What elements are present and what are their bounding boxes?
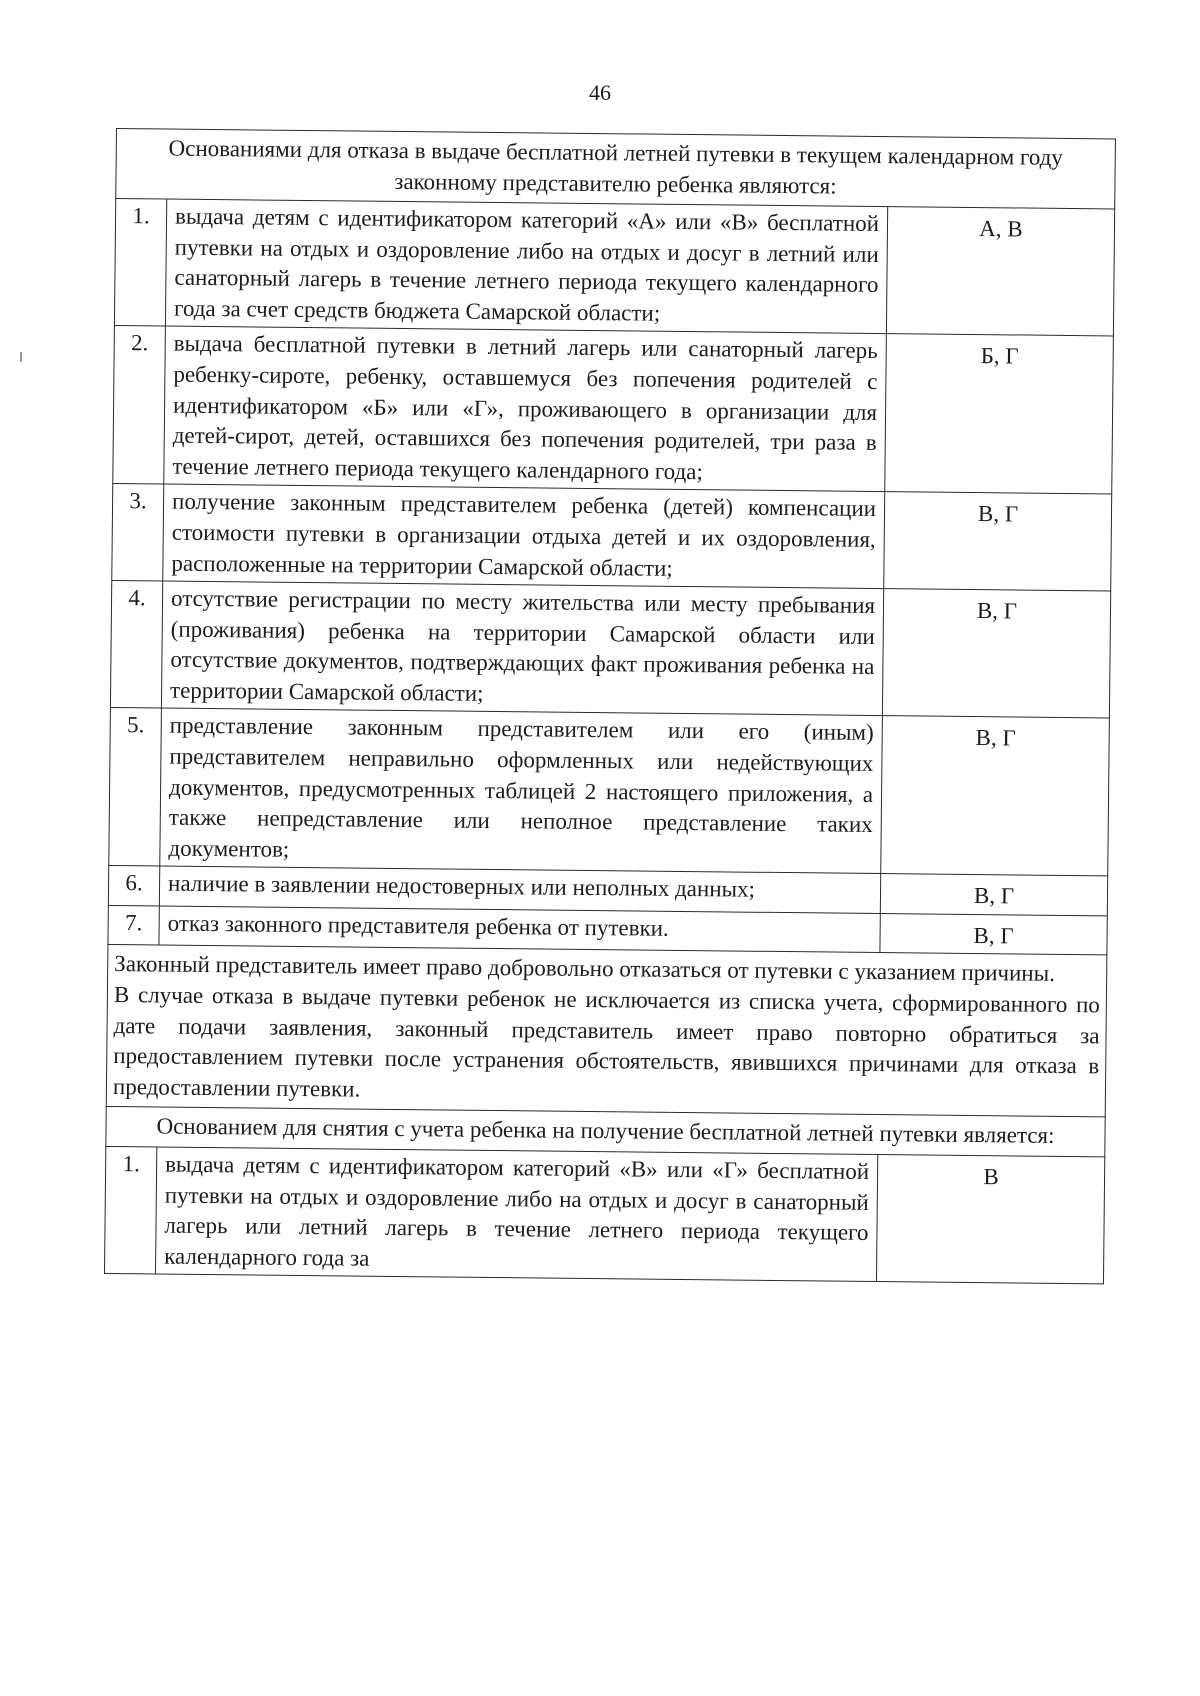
table-row [113,326,1114,494]
row-text: отказ законного представителя ребенка от путевки. [159,906,880,953]
row-text: выдача детям с идентификатором категорий «А» или «В» бесплатной путевки на отдых и оздоровление либо на отдых и досуг в летний или санаторный лагерь в течение летнего периода текущего календарного года за счет средств бюджета Самарской области; [165,199,887,334]
row-text: выдача бесплатной путевки в летний лагерь или санаторный лагерь ребенку-сироте, ребенку, оставшемуся без попечения родителей с идентификатором «Б» или «Г», проживающего в организации для детей-сирот, детей, оставшихся без попечения родителей, три раза в течение летнего периода текущего календарного года; [164,326,887,491]
row-category-codes: В, Г [884,492,1112,591]
deregistration-heading: Основанием для снятия с учета ребенка на получение бесплатной летней путевки является: [106,1107,1105,1157]
row-text: наличие в заявлении недостоверных или неполных данных; [159,866,880,913]
row-category-codes: В, Г [882,589,1110,719]
row-category-codes: В [876,1154,1104,1284]
row-text: отсутствие регистрации по месту жительства или месту пребывания (проживания) ребенка на территории Самарской области или отсутствие документов, подтверждающих факт проживания ребенка на территории Самарской области; [161,581,883,716]
row-number: 1. [114,199,166,327]
grounds-table [104,128,1116,1285]
table-row [112,484,1112,591]
table-row [114,199,1114,337]
row-text: выдача детям с идентификатором категорий «В» или «Г» бесплатной путевки на отдых и оздоровление либо на отдых и досуг в санаторный лагерь или летний лагерь в течение летнего периода текущего календарного года за [155,1147,877,1282]
scan-margin-mark [20,352,22,362]
row-number: 2. [113,326,166,484]
table-row [109,708,1110,876]
deregistration-section [105,1107,1106,1284]
row-number: 1. [105,1146,157,1274]
row-text: представление законным представителем или его (иным) представителем неправильно оформленных или недействующих документов, предусмотренных таблицей 2 настоящего приложения, а также непредставление или неполное представление таких документов; [160,708,883,873]
row-text: получение законным представителем ребенка (детей) компенсации стоимости путевки в организации отдыха детей и их оздоровления, расположенные на территории Самарской области; [163,484,885,588]
row-number: 6. [108,866,159,906]
row-category-codes: В, Г [880,874,1107,916]
row-category-codes: В, Г [881,716,1110,876]
note-section [106,945,1107,1117]
row-category-codes: В, Г [880,913,1107,955]
note-row [106,945,1107,1117]
row-category-codes: А, В [886,207,1114,337]
row-number: 7. [108,905,159,945]
note-paragraph: Законный представитель имеет право добровольно отказаться от путевки с указанием причины. [114,951,1056,987]
row-number: 3. [112,484,164,581]
refusal-heading-row [116,129,1116,210]
row-category-codes: Б, Г [885,334,1114,494]
page-number: 46 [589,80,611,105]
table-row [105,1146,1105,1284]
row-number: 4. [110,581,162,709]
note-paragraph: В случае отказа в выдаче путевки ребенок не исключается из списка учета, сформированного по дате подачи заявления, законный представитель имеет право повторно обратиться за предоставлением путевки после устранения обстоятельств, явившихся причинами для отказа в предоставлении путевки. [112,982,1101,1102]
row-number: 5. [109,708,162,866]
note-cell [106,945,1107,1117]
table-row [110,581,1110,719]
refusal-heading: Основаниями для отказа в выдаче бесплатной летней путевки в текущем календарном году законному представителю ребенка являются: [116,129,1116,210]
refusal-section [108,129,1115,956]
